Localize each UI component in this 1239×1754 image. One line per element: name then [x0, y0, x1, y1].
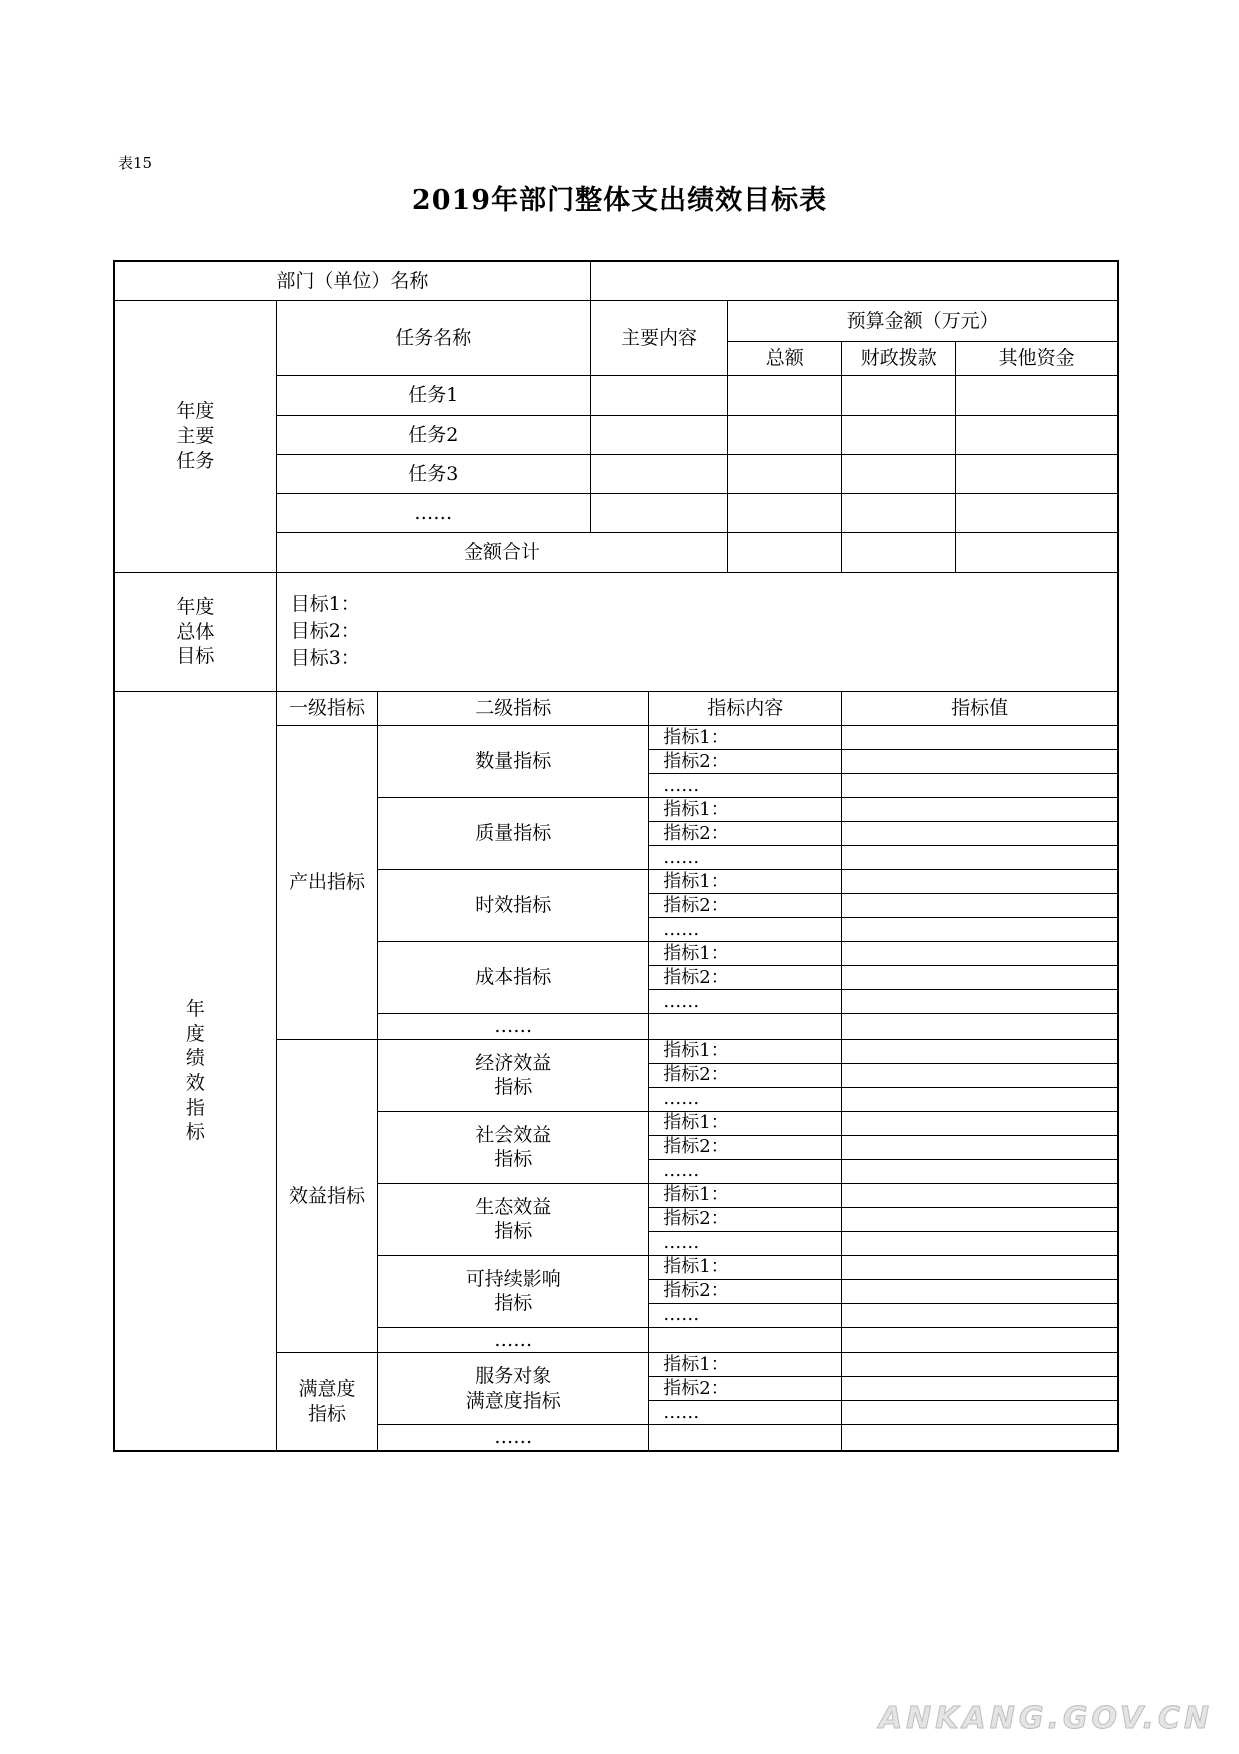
task-row-label: 任务3 — [276, 455, 590, 494]
task-content-cell[interactable] — [590, 455, 728, 494]
indicator-value-cell[interactable] — [842, 1087, 1118, 1111]
task-content-cell[interactable] — [590, 376, 728, 416]
indicator-content-cell[interactable]: 指标2： — [649, 894, 842, 918]
indicator-content-cell[interactable]: 指标1： — [649, 1183, 842, 1207]
sum-total-cell[interactable] — [728, 533, 842, 573]
indicator-value-cell[interactable] — [842, 774, 1118, 798]
level1-header: 一级指标 — [276, 692, 378, 726]
indicator-value-cell[interactable] — [842, 822, 1118, 846]
indicator-content-cell[interactable] — [649, 1327, 842, 1353]
indicator-value-cell[interactable] — [842, 1111, 1118, 1135]
indicator-content-cell[interactable]: 指标1： — [649, 942, 842, 966]
task-fiscal-cell[interactable] — [842, 376, 956, 416]
task-content-cell[interactable] — [590, 494, 728, 533]
indicator-value-cell[interactable] — [842, 1135, 1118, 1159]
task-row-label: …… — [276, 494, 590, 533]
overall-goals-label: 年度 总体 目标 — [114, 573, 276, 692]
task-total-cell[interactable] — [728, 455, 842, 494]
task-other-cell[interactable] — [956, 416, 1118, 455]
level2-indicator: 服务对象 满意度指标 — [378, 1353, 649, 1425]
performance-target-table — [113, 260, 1119, 1452]
indicator-content-cell[interactable]: …… — [649, 990, 842, 1014]
indicator-value-cell[interactable] — [842, 1255, 1118, 1279]
indicator-content-cell[interactable]: …… — [649, 918, 842, 942]
indicator-content-cell[interactable]: …… — [649, 1087, 842, 1111]
task-other-cell[interactable] — [956, 494, 1118, 533]
indicator-value-cell[interactable] — [842, 1159, 1118, 1183]
indicator-content-cell[interactable]: 指标2： — [649, 822, 842, 846]
task-total-cell[interactable] — [728, 416, 842, 455]
performance-indicators-label: 年 度 绩 效 指 标 — [114, 692, 276, 1452]
site-watermark: ANKANG.GOV.CN — [878, 1701, 1213, 1736]
indicator-value-header: 指标值 — [842, 692, 1118, 726]
indicator-value-cell[interactable] — [842, 1014, 1118, 1040]
sum-label: 金额合计 — [276, 533, 728, 573]
indicator-value-cell[interactable] — [842, 918, 1118, 942]
indicator-content-cell[interactable]: …… — [649, 846, 842, 870]
indicator-content-cell[interactable]: 指标2： — [649, 966, 842, 990]
indicator-value-cell[interactable] — [842, 1327, 1118, 1353]
task-name-header: 任务名称 — [276, 301, 590, 376]
indicator-content-cell[interactable]: 指标2： — [649, 1207, 842, 1231]
indicator-content-cell[interactable]: 指标2： — [649, 1377, 842, 1401]
indicator-value-cell[interactable] — [842, 1183, 1118, 1207]
indicator-value-cell[interactable] — [842, 1279, 1118, 1303]
task-fiscal-cell[interactable] — [842, 455, 956, 494]
indicator-value-cell[interactable] — [842, 990, 1118, 1014]
indicator-content-cell[interactable]: …… — [649, 1231, 842, 1255]
level2-indicator: 社会效益 指标 — [378, 1111, 649, 1183]
level2-more: …… — [378, 1014, 649, 1040]
level2-indicator: 数量指标 — [378, 726, 649, 798]
indicator-content-cell[interactable]: 指标1： — [649, 870, 842, 894]
indicator-content-cell[interactable]: …… — [649, 774, 842, 798]
document-title: 2019年部门整体支出绩效目标表 — [411, 185, 828, 216]
indicator-content-cell[interactable] — [649, 1014, 842, 1040]
overall-goals-content[interactable] — [276, 573, 1118, 692]
indicator-value-cell[interactable] — [842, 966, 1118, 990]
task-row-label: 任务2 — [276, 416, 590, 455]
task-total-cell[interactable] — [728, 494, 842, 533]
indicator-value-cell[interactable] — [842, 1063, 1118, 1087]
level2-indicator: 生态效益 指标 — [378, 1183, 649, 1255]
indicator-value-cell[interactable] — [842, 798, 1118, 822]
indicator-content-header: 指标内容 — [649, 692, 842, 726]
level2-more: …… — [378, 1425, 649, 1451]
indicator-content-cell[interactable]: 指标2： — [649, 1279, 842, 1303]
task-content-cell[interactable] — [590, 416, 728, 455]
level2-header: 二级指标 — [378, 692, 649, 726]
indicator-content-cell[interactable]: 指标2： — [649, 1063, 842, 1087]
indicator-content-cell[interactable]: …… — [649, 1401, 842, 1425]
indicator-content-cell[interactable]: 指标2： — [649, 750, 842, 774]
total-header: 总额 — [728, 342, 842, 376]
indicator-value-cell[interactable] — [842, 1207, 1118, 1231]
indicator-value-cell[interactable] — [842, 726, 1118, 750]
indicator-value-cell[interactable] — [842, 894, 1118, 918]
annual-tasks-label: 年度 主要 任务 — [114, 301, 276, 573]
sum-other-cell[interactable] — [956, 533, 1118, 573]
indicator-content-cell[interactable]: …… — [649, 1159, 842, 1183]
indicator-value-cell[interactable] — [842, 1353, 1118, 1377]
fiscal-header: 财政拨款 — [842, 342, 956, 376]
level2-indicator: 成本指标 — [378, 942, 649, 1014]
dept-name-field[interactable] — [590, 261, 1118, 301]
indicator-value-cell[interactable] — [842, 1039, 1118, 1063]
task-fiscal-cell[interactable] — [842, 494, 956, 533]
level2-indicator: 时效指标 — [378, 870, 649, 942]
level1-indicator: 效益指标 — [276, 1039, 378, 1353]
other-funds-header: 其他资金 — [956, 342, 1118, 376]
level1-indicator: 产出指标 — [276, 726, 378, 1040]
indicator-value-cell[interactable] — [842, 846, 1118, 870]
level2-indicator: 质量指标 — [378, 798, 649, 870]
task-row-label: 任务1 — [276, 376, 590, 416]
indicator-content-cell[interactable]: …… — [649, 1303, 842, 1327]
indicator-content-cell[interactable]: 指标1： — [649, 1111, 842, 1135]
indicator-content-cell[interactable]: 指标1： — [649, 1039, 842, 1063]
indicator-content-cell[interactable] — [649, 1425, 842, 1451]
indicator-content-cell[interactable]: 指标1： — [649, 798, 842, 822]
level2-indicator: 可持续影响 指标 — [378, 1255, 649, 1327]
task-fiscal-cell[interactable] — [842, 416, 956, 455]
indicator-content-cell[interactable]: 指标1： — [649, 1255, 842, 1279]
indicator-content-cell[interactable]: 指标2： — [649, 1135, 842, 1159]
level1-indicator: 满意度 指标 — [276, 1353, 378, 1451]
indicator-value-cell[interactable] — [842, 1401, 1118, 1425]
indicator-value-cell[interactable] — [842, 1377, 1118, 1401]
goal-item: 目标2： — [290, 620, 360, 642]
dept-label: 部门（单位）名称 — [114, 261, 590, 301]
task-total-cell[interactable] — [728, 376, 842, 416]
indicator-value-cell[interactable] — [842, 1231, 1118, 1255]
task-other-cell[interactable] — [956, 376, 1118, 416]
indicator-content-cell[interactable]: 指标1： — [649, 726, 842, 750]
goal-item: 目标3： — [290, 647, 360, 669]
indicator-value-cell[interactable] — [842, 942, 1118, 966]
goal-item: 目标1： — [290, 593, 360, 615]
indicator-value-cell[interactable] — [842, 1425, 1118, 1451]
table-number: 表15 — [118, 154, 153, 172]
task-other-cell[interactable] — [956, 455, 1118, 494]
indicator-value-cell[interactable] — [842, 750, 1118, 774]
level2-more: …… — [378, 1327, 649, 1353]
indicator-value-cell[interactable] — [842, 870, 1118, 894]
indicator-content-cell[interactable]: 指标1： — [649, 1353, 842, 1377]
main-content-header: 主要内容 — [590, 301, 728, 376]
indicator-value-cell[interactable] — [842, 1303, 1118, 1327]
budget-header: 预算金额（万元） — [728, 301, 1118, 342]
sum-fiscal-cell[interactable] — [842, 533, 956, 573]
level2-indicator: 经济效益 指标 — [378, 1039, 649, 1111]
